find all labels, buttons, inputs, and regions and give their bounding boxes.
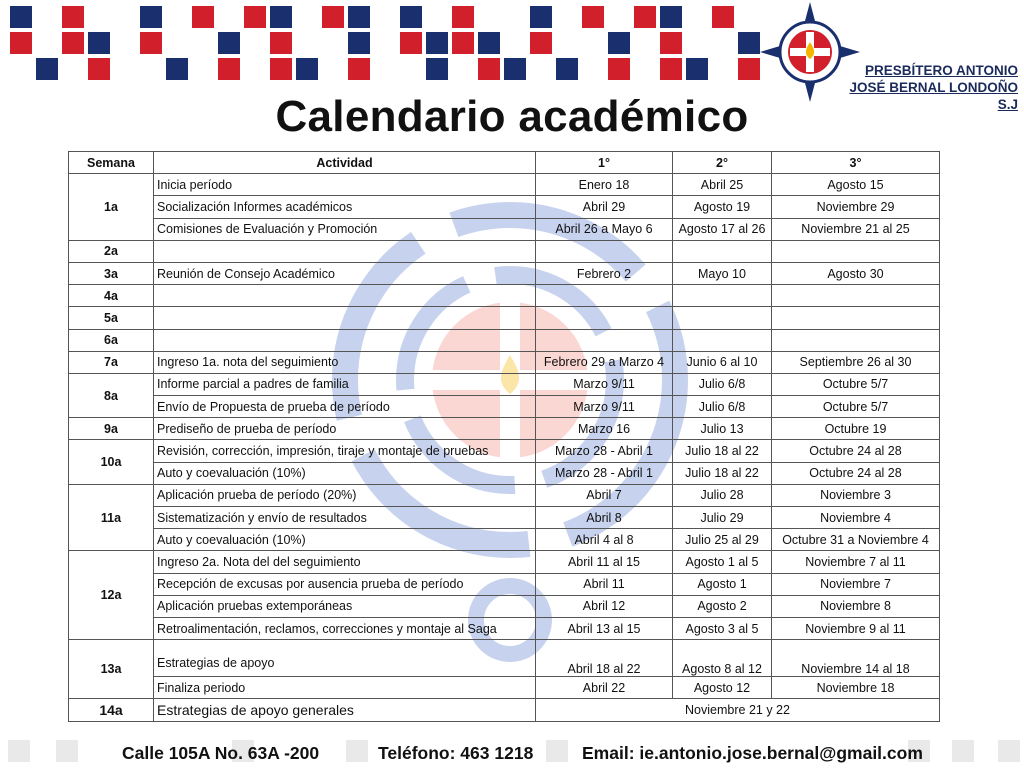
header-period-1: 1°	[536, 152, 673, 174]
activity-cell: Ingreso 1a. nota del seguimiento	[154, 351, 536, 373]
date-cell: Agosto 3 al 5	[673, 617, 772, 639]
date-cell: Enero 18	[536, 174, 673, 196]
activity-cell: Prediseño de prueba de período	[154, 418, 536, 440]
activity-cell: Aplicación prueba de período (20%)	[154, 484, 536, 506]
banner-square	[608, 58, 630, 80]
date-cell: Noviembre 29	[772, 196, 940, 218]
banner-square	[478, 32, 500, 54]
header-semana: Semana	[69, 152, 154, 174]
date-cell: Abril 26 a Mayo 6	[536, 218, 673, 240]
banner-square	[530, 6, 552, 28]
week-cell: 12a	[69, 551, 154, 640]
banner-square	[192, 6, 214, 28]
school-name-line3: S.J	[997, 97, 1018, 112]
banner-square	[660, 32, 682, 54]
date-cell	[673, 240, 772, 262]
header-period-2: 2°	[673, 152, 772, 174]
page-title: Calendario académico	[275, 92, 749, 141]
date-cell: Noviembre 7 al 11	[772, 551, 940, 573]
date-cell: Agosto 12	[673, 677, 772, 699]
activity-cell	[154, 329, 536, 351]
date-cell: Julio 6/8	[673, 373, 772, 395]
date-cell: Noviembre 21 al 25	[772, 218, 940, 240]
table-row	[69, 307, 940, 329]
banner-square	[452, 6, 474, 28]
week-cell: 3a	[69, 262, 154, 284]
banner-square	[582, 6, 604, 28]
date-cell	[536, 240, 673, 262]
activity-cell: Envío de Propuesta de prueba de período	[154, 396, 536, 418]
table-row	[69, 462, 940, 484]
date-cell: Agosto 2	[673, 595, 772, 617]
banner-square	[400, 6, 422, 28]
table-row	[69, 699, 940, 721]
date-cell: Noviembre 7	[772, 573, 940, 595]
activity-cell: Socialización Informes académicos	[154, 196, 536, 218]
banner-square	[218, 58, 240, 80]
school-name-line2: JOSÉ BERNAL LONDOÑO	[849, 80, 1018, 95]
table-row	[69, 418, 940, 440]
banner-square	[660, 58, 682, 80]
activity-cell: Sistematización y envío de resultados	[154, 507, 536, 529]
date-cell: Agosto 17 al 26	[673, 218, 772, 240]
activity-cell	[154, 307, 536, 329]
date-cell: Abril 12	[536, 595, 673, 617]
table-header-row	[69, 152, 940, 174]
banner-square	[530, 32, 552, 54]
date-cell: Octubre 24 al 28	[772, 440, 940, 462]
activity-cell: Auto y coevaluación (10%)	[154, 529, 536, 551]
date-cell: Octubre 5/7	[772, 373, 940, 395]
date-cell: Noviembre 3	[772, 484, 940, 506]
activity-cell: Inicia período	[154, 174, 536, 196]
banner-square	[400, 32, 422, 54]
date-cell	[772, 240, 940, 262]
table-row	[69, 507, 940, 529]
date-cell: Noviembre 18	[772, 677, 940, 699]
banner-square	[244, 6, 266, 28]
date-cell: Marzo 9/11	[536, 396, 673, 418]
banner-square	[296, 58, 318, 80]
banner-square	[348, 6, 370, 28]
date-cell: Mayo 10	[673, 262, 772, 284]
banner-square	[686, 58, 708, 80]
date-cell: Agosto 19	[673, 196, 772, 218]
date-cell: Noviembre 9 al 11	[772, 617, 940, 639]
table-row	[69, 617, 940, 639]
date-cell: Febrero 29 a Marzo 4	[536, 351, 673, 373]
activity-cell: Revisión, corrección, impresión, tiraje y montaje de pruebas	[154, 440, 536, 462]
date-cell	[772, 329, 940, 351]
table-row	[69, 218, 940, 240]
activity-cell: Informe parcial a padres de familia	[154, 373, 536, 395]
date-cell: Julio 13	[673, 418, 772, 440]
banner-square	[478, 58, 500, 80]
date-cell	[536, 329, 673, 351]
footer-email: Email: ie.antonio.jose.bernal@gmail.com	[582, 743, 923, 763]
date-cell: Abril 4 al 8	[536, 529, 673, 551]
banner-square	[738, 58, 760, 80]
table-row	[69, 677, 940, 699]
date-cell: Marzo 28 - Abril 1	[536, 440, 673, 462]
activity-cell: Recepción de excusas por ausencia prueba de período	[154, 573, 536, 595]
activity-cell: Estrategias de apoyo generales	[154, 699, 536, 721]
activity-cell	[154, 640, 536, 677]
date-cell: Febrero 2	[536, 262, 673, 284]
date-cell	[673, 329, 772, 351]
activity-cell	[154, 240, 536, 262]
table-row	[69, 573, 940, 595]
date-cell: Julio 25 al 29	[673, 529, 772, 551]
week-cell: 10a	[69, 440, 154, 484]
date-cell: Abril 22	[536, 677, 673, 699]
table-row	[69, 640, 940, 677]
table-row	[69, 285, 940, 307]
table-row	[69, 329, 940, 351]
banner-square	[712, 6, 734, 28]
table-row	[69, 174, 940, 196]
table-row	[69, 440, 940, 462]
table-row	[69, 262, 940, 284]
table-row	[69, 595, 940, 617]
activity-cell: Reunión de Consejo Académico	[154, 262, 536, 284]
date-cell: Abril 18 al 22	[536, 640, 673, 677]
banner-square	[348, 32, 370, 54]
date-cell: Julio 29	[673, 507, 772, 529]
week-cell: 5a	[69, 307, 154, 329]
table-row	[69, 396, 940, 418]
banner-square	[10, 32, 32, 54]
date-cell: Septiembre 26 al 30	[772, 351, 940, 373]
date-cell: Abril 13 al 15	[536, 617, 673, 639]
date-cell: Agosto 1 al 5	[673, 551, 772, 573]
table-row	[69, 240, 940, 262]
banner-square	[738, 32, 760, 54]
date-cell	[772, 285, 940, 307]
date-cell: Marzo 28 - Abril 1	[536, 462, 673, 484]
date-cell: Agosto 30	[772, 262, 940, 284]
header-actividad: Actividad	[154, 152, 536, 174]
date-cell: Marzo 9/11	[536, 373, 673, 395]
banner-square	[270, 6, 292, 28]
date-cell: Julio 6/8	[673, 396, 772, 418]
calendar-table	[68, 151, 940, 722]
date-cell	[673, 307, 772, 329]
school-logo	[760, 2, 860, 102]
date-cell: Julio 28	[673, 484, 772, 506]
activity-text: Estrategias de apoyo	[157, 656, 275, 671]
banner-square	[348, 58, 370, 80]
banner-square	[452, 32, 474, 54]
school-name-line1: PRESBÍTERO ANTONIO	[864, 63, 1018, 78]
header-period-3: 3°	[772, 152, 940, 174]
week-cell: 2a	[69, 240, 154, 262]
date-cell: Abril 11 al 15	[536, 551, 673, 573]
activity-cell: Retroalimentación, reclamos, correcciones y montaje al Saga	[154, 617, 536, 639]
date-cell: Abril 7	[536, 484, 673, 506]
footer-phone: Teléfono: 463 1218	[378, 743, 534, 763]
banner-square	[426, 58, 448, 80]
date-cell: Abril 11	[536, 573, 673, 595]
date-cell: Noviembre 8	[772, 595, 940, 617]
week-cell: 7a	[69, 351, 154, 373]
activity-cell	[154, 285, 536, 307]
date-cell: Abril 25	[673, 174, 772, 196]
date-cell: Agosto 15	[772, 174, 940, 196]
banner-square	[556, 58, 578, 80]
table-row	[69, 529, 940, 551]
date-cell: Julio 18 al 22	[673, 462, 772, 484]
banner-square	[322, 6, 344, 28]
date-cell: Noviembre 14 al 18	[772, 640, 940, 677]
week-cell: 6a	[69, 329, 154, 351]
activity-cell: Auto y coevaluación (10%)	[154, 462, 536, 484]
banner-square	[660, 6, 682, 28]
date-cell	[536, 285, 673, 307]
date-cell: Octubre 5/7	[772, 396, 940, 418]
date-cell: Agosto 8 al 12	[673, 640, 772, 677]
banner-square	[166, 58, 188, 80]
banner-square	[62, 6, 84, 28]
date-cell: Junio 6 al 10	[673, 351, 772, 373]
banner-square	[140, 6, 162, 28]
date-cell: Abril 29	[536, 196, 673, 218]
date-cell: Agosto 1	[673, 573, 772, 595]
week-cell: 14a	[69, 699, 154, 721]
banner-square	[88, 32, 110, 54]
date-cell: Octubre 19	[772, 418, 940, 440]
date-cell	[536, 307, 673, 329]
banner-square	[36, 58, 58, 80]
table-row	[69, 196, 940, 218]
banner-square	[10, 6, 32, 28]
date-cell: Octubre 24 al 28	[772, 462, 940, 484]
date-cell: Abril 8	[536, 507, 673, 529]
banner-square	[634, 6, 656, 28]
footer-address: Calle 105A No. 63A -200	[122, 743, 320, 763]
banner-square	[504, 58, 526, 80]
date-cell	[673, 285, 772, 307]
week-cell: 4a	[69, 285, 154, 307]
week-cell: 11a	[69, 484, 154, 551]
banner-square	[218, 32, 240, 54]
banner-square	[270, 32, 292, 54]
activity-cell: Finaliza periodo	[154, 677, 536, 699]
week-cell: 1a	[69, 174, 154, 241]
table-row	[69, 351, 940, 373]
date-cell: Noviembre 4	[772, 507, 940, 529]
table-row	[69, 484, 940, 506]
banner-square	[88, 58, 110, 80]
checkered-banner	[0, 0, 760, 80]
date-cell: Marzo 16	[536, 418, 673, 440]
banner-square	[62, 32, 84, 54]
date-cell: Octubre 31 a Noviembre 4	[772, 529, 940, 551]
banner-square	[140, 32, 162, 54]
activity-cell: Aplicación pruebas extemporáneas	[154, 595, 536, 617]
week-cell: 9a	[69, 418, 154, 440]
activity-cell: Ingreso 2a. Nota del del seguimiento	[154, 551, 536, 573]
table-row	[69, 373, 940, 395]
banner-square	[608, 32, 630, 54]
activity-cell: Comisiones de Evaluación y Promoción	[154, 218, 536, 240]
banner-square	[426, 32, 448, 54]
banner-square	[270, 58, 292, 80]
date-cell	[772, 307, 940, 329]
week-cell: 13a	[69, 640, 154, 699]
date-cell: Noviembre 21 y 22	[536, 699, 940, 721]
date-cell: Julio 18 al 22	[673, 440, 772, 462]
table-row	[69, 551, 940, 573]
week-cell: 8a	[69, 373, 154, 417]
